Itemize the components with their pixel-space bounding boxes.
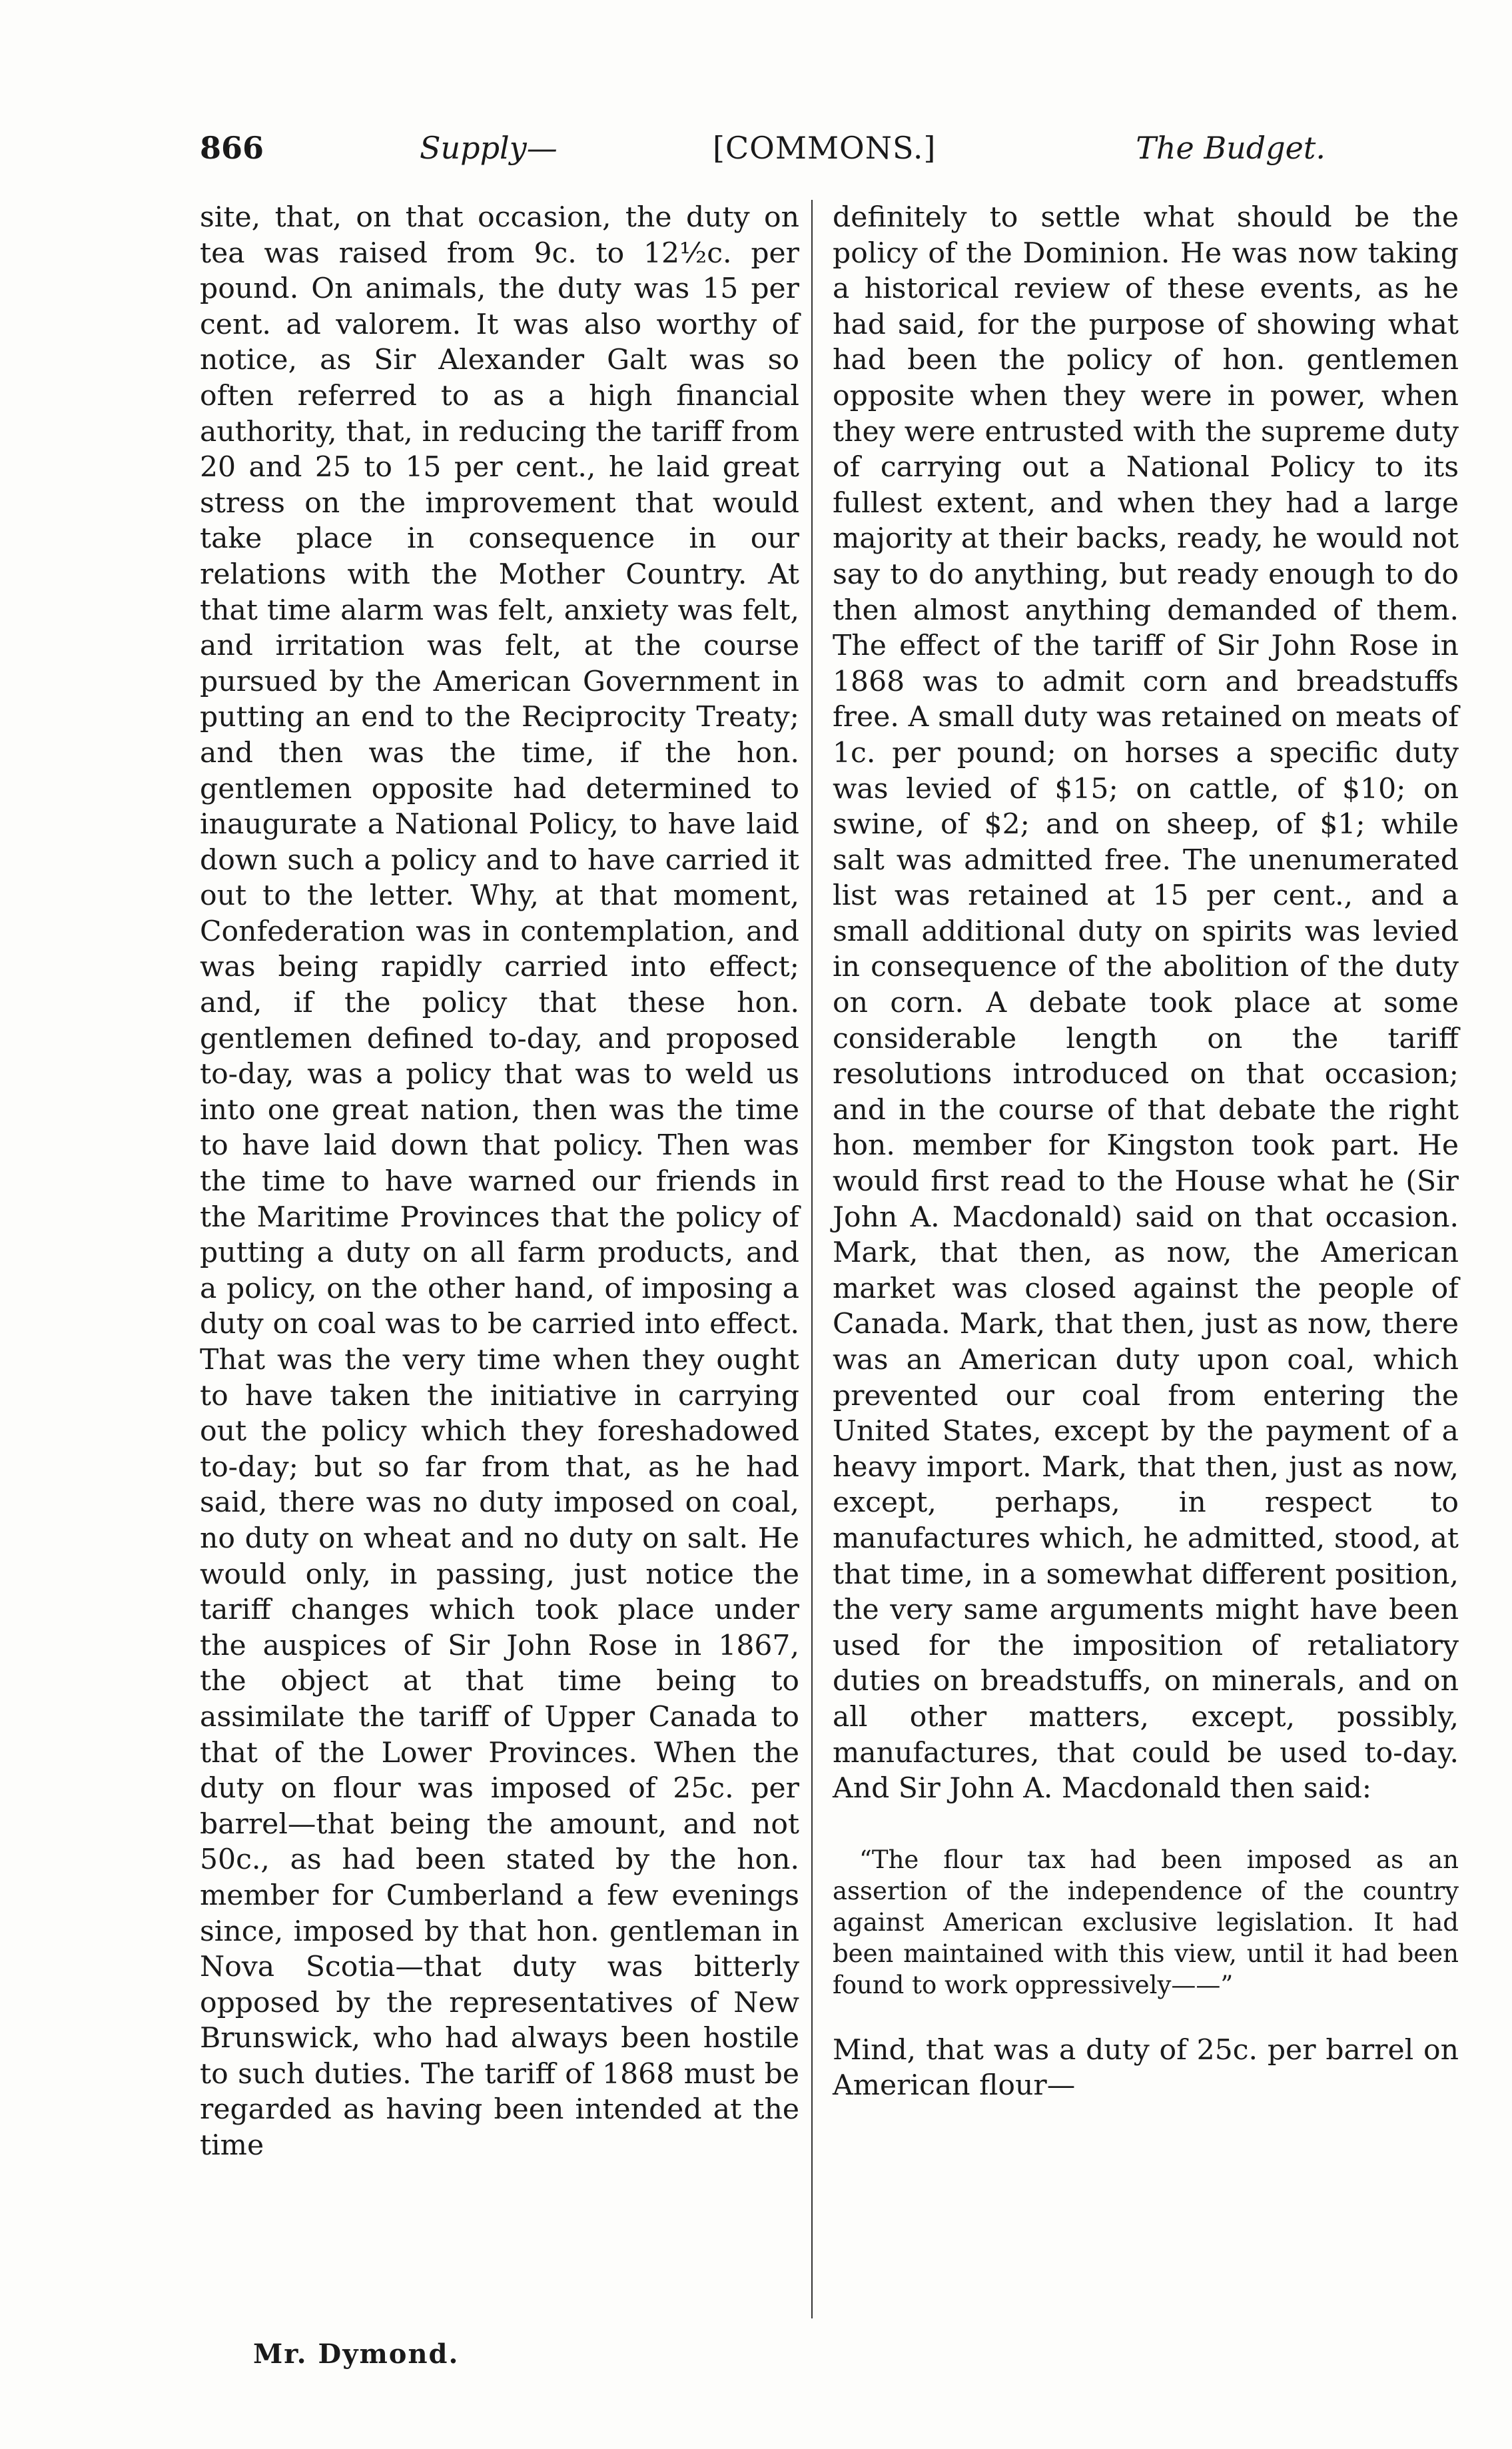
page-header — [200, 130, 1325, 170]
column-divider — [811, 200, 813, 2318]
section-title: Supply— — [420, 130, 558, 166]
page-number: 866 — [200, 130, 264, 166]
house-name: [COMMONS.] — [713, 130, 937, 166]
left-paragraph: site, that, on that occasion, the duty on tea was raised from 9c. to 12½c. per pound. On animals, the duty was 15 per cent. ad valorem. It was also worthy of notice, as Sir Alexander Galt was so often referred to as a high financial authority, that, in reducing the tariff from 20 and 25 to 15 per cent., he laid great stress on the improvement that would take place in consequence in our relations with the Mother Country. At that time alarm was felt, anxiety was felt, and irritation was felt, at the course pursued by the American Government in putting an end to the Reciprocity Treaty; and then was the time, if the hon. gentlemen opposite had determined to inaugurate a National Policy, to have laid down such a policy and to have carried it out to the letter. Why, at that moment, Confederation was in contemplation, and was being rapidly carried into effect; and, if the policy that these hon. gentlemen defined to-day, and proposed to-day, was a policy that was to weld us into one great nation, then was the time to have laid down that policy. Then was the time to have warned our friends in the Maritime Provinces that the policy of putting a duty on all farm products, and a policy, on the other hand, of imposing a duty on coal was to be carried into effect. That was the very time when they ought to have taken the initiative in carrying out the policy which they foreshadowed to-day; but so far from that, as he had said, there was no duty imposed on coal, no duty on wheat and no duty on salt. He would only, in passing, just notice the tariff changes which took place under the auspices of Sir John Rose in 1867, the object at that time being to assimilate the tariff of Upper Canada to that of the Lower Provinces. When the duty on flour was imposed of 25c. per barrel—that being the amount, and not 50c., as had been stated by the hon. member for Cumberland a few evenings since, imposed by that hon. gentleman in Nova Scotia—that duty was bitterly opposed by the representatives of New Brunswick, who had always been hostile to such duties. The tariff of 1868 must be regarded as having been intended at the time — [200, 201, 799, 2163]
block-quote: “The flour tax had been imposed as an assertion of the independence of the country against American exclusive legislation. It had been maintained with this view, until it had been found to work oppressively——” — [833, 1845, 1459, 1999]
left-column — [200, 200, 799, 2164]
right-column — [833, 200, 1459, 2104]
right-paragraph: definitely to settle what should be the policy of the Dominion. He was now taking a historical review of these events, as he had said, for the purpose of showing what had been the policy of hon. gentlemen opposite when they were in power, when they were entrusted with the supreme duty of carrying out a National Policy to its fullest extent, and when they had a large majority at their backs, ready, he would not say to do anything, but ready enough to do then almost anything demanded of them. The effect of the tariff of Sir John Rose in 1868 was to admit corn and breadstuffs free. A small duty was retained on meats of 1c. per pound; on horses a specific duty was levied of $15; on cattle, of $10; on swine, of $2; and on sheep, of $1; while salt was admitted free. The unenumerated list was retained at 15 per cent., and a small additional duty on spirits was levied in consequence of the abolition of the duty on corn. A debate took place at some considerable length on the tariff resolutions introduced on that occasion; and in the course of that debate the right hon. member for Kingston took part. He would first read to the House what he (Sir John A. Macdonald) said on that occasion. Mark, that then, as now, the American market was closed against the people of Canada. Mark, that then, just as now, there was an American duty upon coal, which prevented our coal from entering the United States, except by the payment of a heavy import. Mark, that then, just as now, except, perhaps, in respect to manufactures which, he admitted, stood, at that time, in a somewhat different position, the very same arguments might have been used for the imposition of retaliatory duties on breadstuffs, on minerals, and on all other matters, except, possibly, manufactures, that could be used to-day. And Sir John A. Macdonald then said: — [833, 201, 1459, 1805]
topic-title: The Budget. — [1136, 130, 1325, 166]
speaker-name: Mr. Dymond. — [253, 2338, 460, 2370]
right-paragraph-2: Mind, that was a duty of 25c. per barrel on American flour— — [833, 2033, 1459, 2103]
